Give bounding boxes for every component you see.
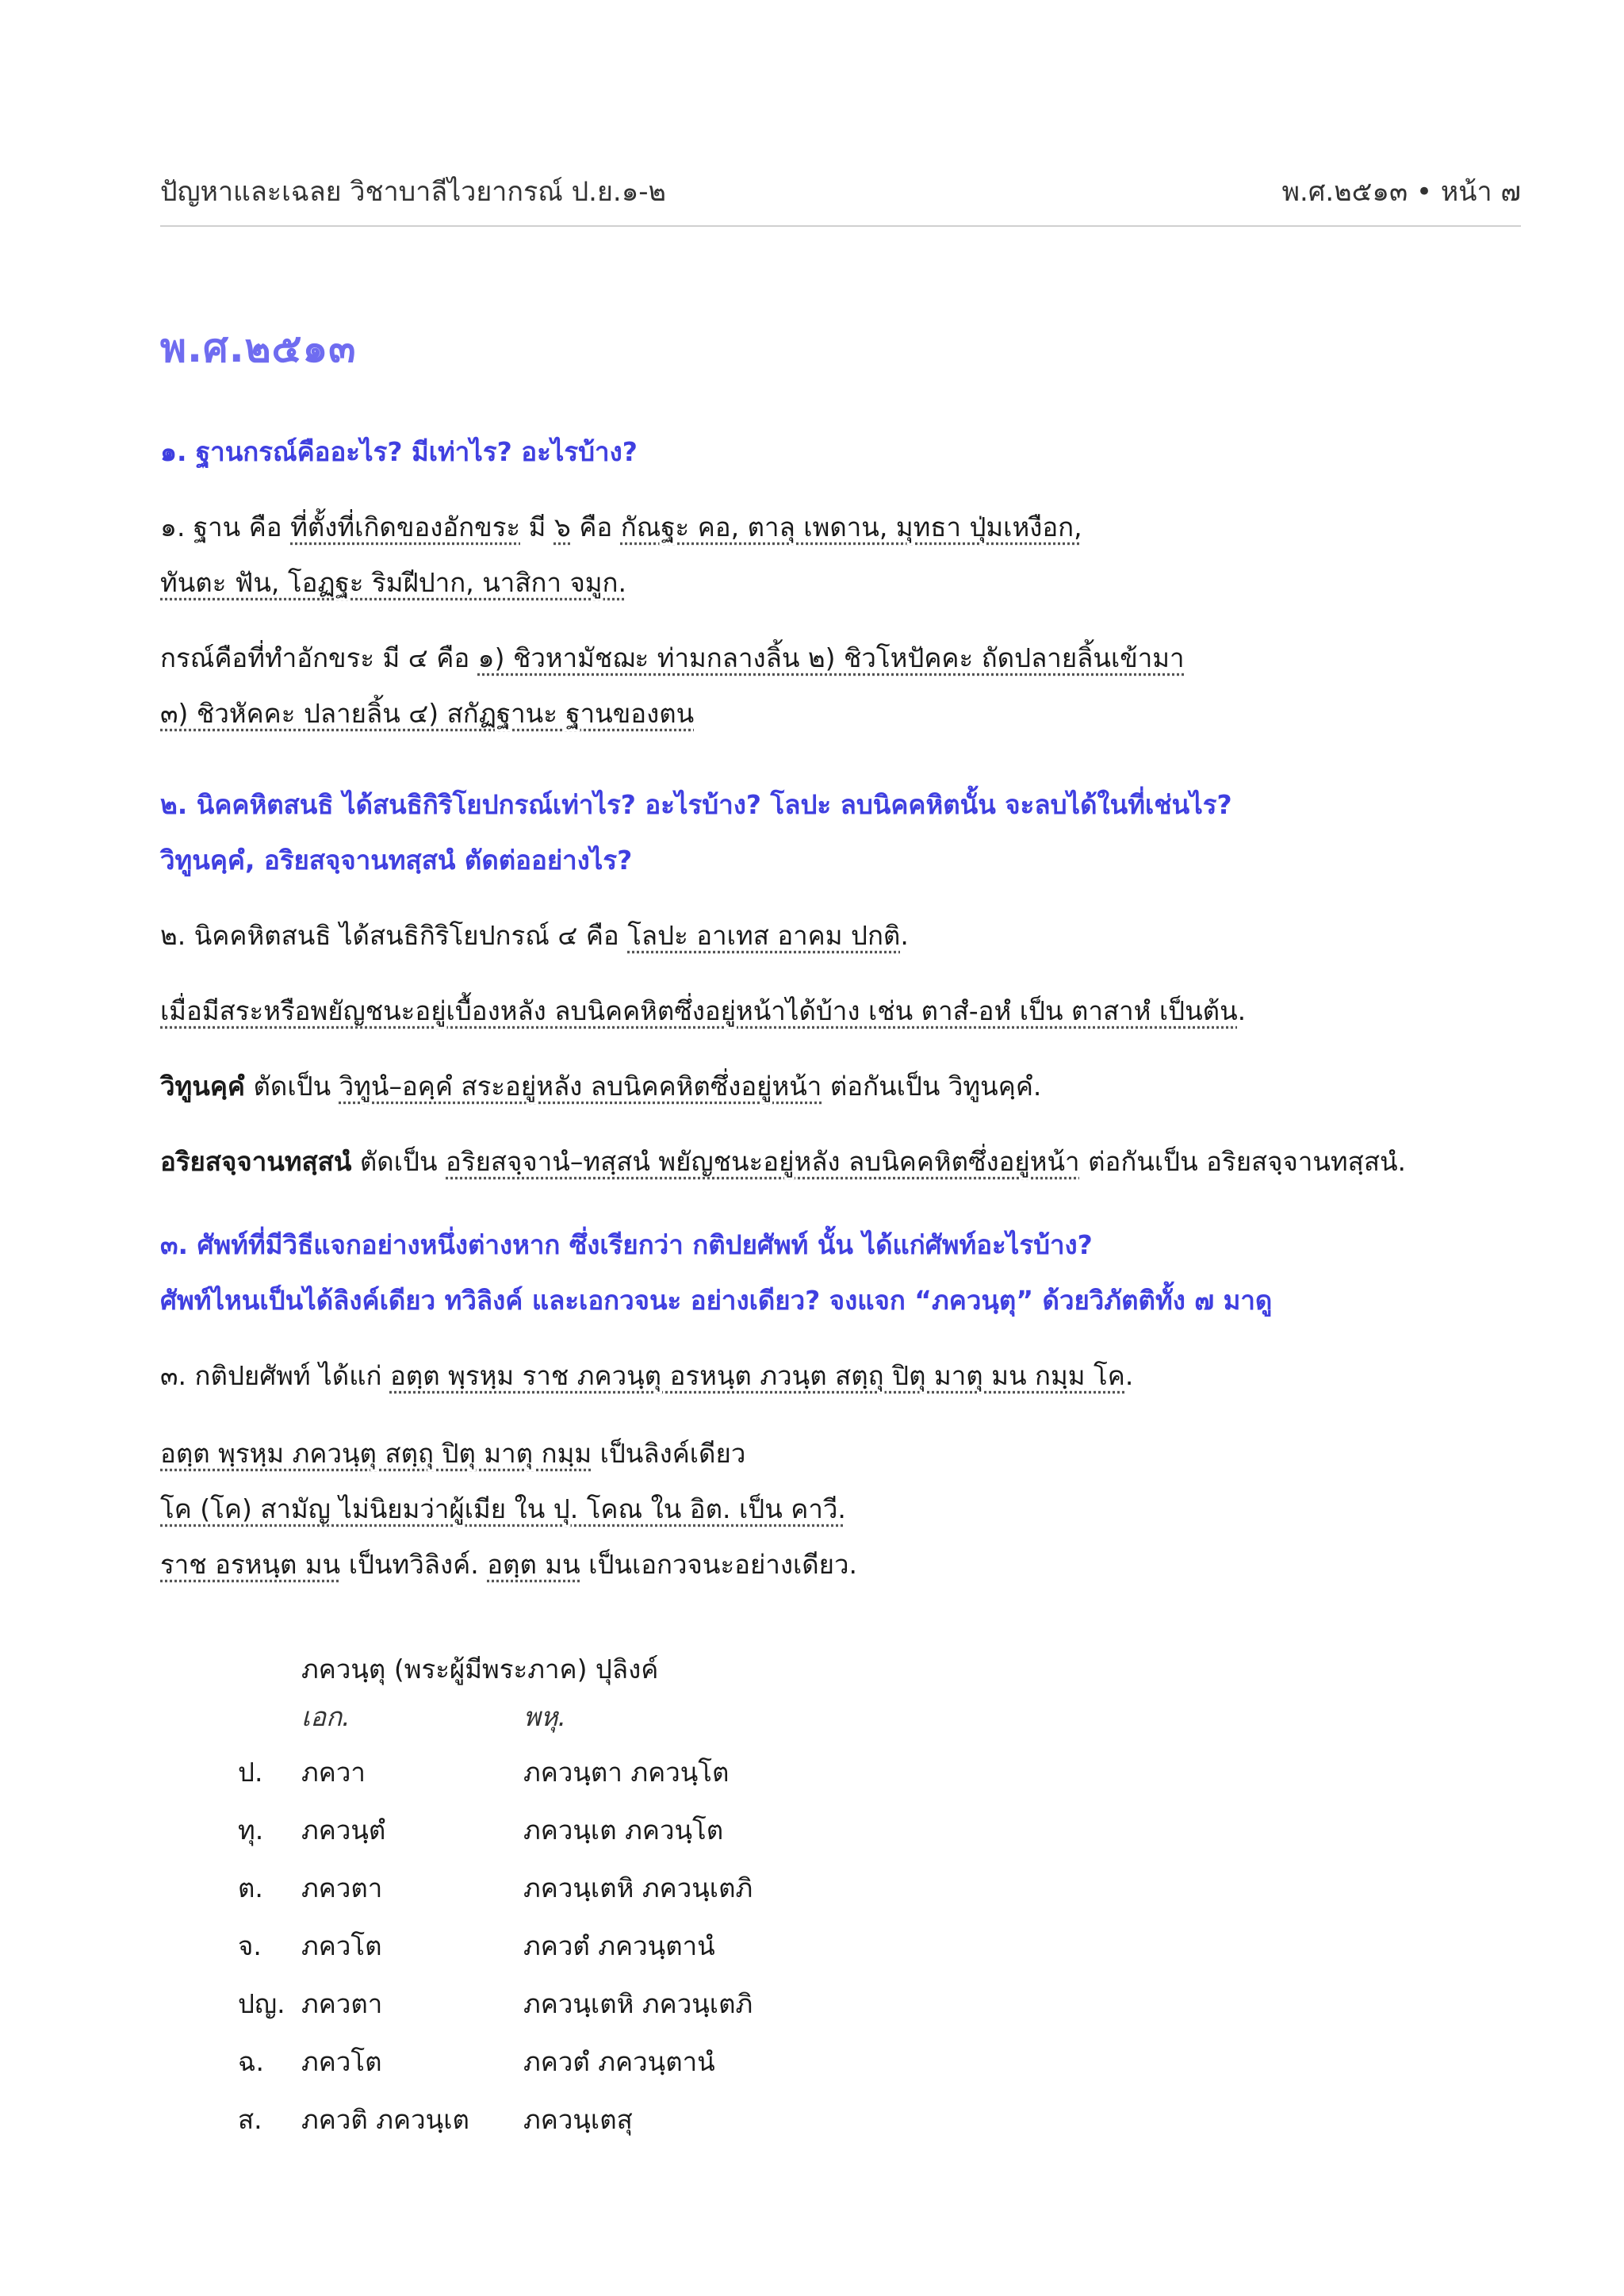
- answer-1-line-4: ๓) ชิวหัคคะ ปลายลิ้น ๔) สกัฏฐานะ ฐานของตน: [160, 698, 695, 729]
- question-2-line-1: ๒. นิคคหิตสนธิ ได้สนธิกิริโยปกรณ์เท่าไร? อะไรบ้าง? โลปะ ลบนิคคหิตนั้น จะลบได้ในที่เช่นไร?: [160, 789, 1232, 820]
- answer-2-line-2: เมื่อมีสระหรือพยัญชนะอยู่เบื้องหลัง ลบนิคคหิตซึ่งอยู่หน้าได้บ้าง เช่น ตาสํ-อหํ เป็น ตาสาหํ เป็นต้น.: [160, 995, 1247, 1026]
- answer-1-line-1: ๑. ฐาน คือ ที่ตั้งที่เกิดของอักขระ มี ๖ คือ กัณฐะ คอ, ตาลุ เพดาน, มุทธา ปุ่มเหงือก,: [160, 512, 1082, 542]
- answer-3-line-3: โค (โค) สามัญ ไม่นิยมว่าผู้เมีย ใน ปุ. โคณ ใน อิต. เป็น คาวี.: [160, 1493, 846, 1524]
- question-3-line-2: ศัพท์ไหนเป็นได้ลิงค์เดียว ทวิลิงค์ และเอกวจนะ อย่างเดียว? จงแจก “ภควนฺตุ” ด้วยวิภัตติทั้ง ๗ มาดู: [160, 1285, 1273, 1316]
- answer-3-line-1: ๓. กติปยศัพท์ ได้แก่ อตฺต พฺรหฺม ราช ภควนฺตุ อรหนฺต ภวนฺต สตฺถุ ปิตุ มาตุ มน กมฺม โค.: [160, 1360, 1134, 1391]
- document-page: ปัญหาและเฉลย วิชาบาลีไวยากรณ์ ป.ย.๑-๒ พ.ศ.๒๕๑๓ • หน้า ๗ พ.ศ.๒๕๑๓ ๑. ฐานกรณ์คืออะไร? มีเท่าไร? อะไรบ้าง? ๑. ฐาน คือ ที่ตั้งที่เกิดของอักขระ มี ๖ คือ กัณฐะ คอ, ตาลุ เพดาน, มุทธา ปุ่มเหงือก, ทันตะ ฟัน, โอฏฐะ ริมฝีปาก, นาสิกา จมูก. กรณ์คือที่ทำอักขระ มี ๔ คือ ๑) ชิวหามัชฌะ ท่ามกลางลิ้น ๒) ชิวโหปัคคะ ถัดปลายลิ้นเข้ามา ๓) ชิวหัคคะ ปลายลิ้น ๔) สกัฏฐานะ ฐานของตน ๒. นิคคหิตสนธิ ได้สนธิกิริโยปกรณ์เท่าไร? อะไรบ้าง? โลปะ ลบนิคคหิตนั้น จะลบได้ในที่เช่นไร? วิทูนคฺคํ, อริยสจฺจานทสฺสนํ ตัดต่ออย่างไร? ๒. นิคคหิตสนธิ ได้สนธิกิริโยปกรณ์ ๔ คือ โลปะ อาเทส อาคม ปกติ. เมื่อมีสระหรือพยัญชนะอยู่เบื้องหลัง ลบนิคคหิตซึ่งอยู่หน้าได้บ้าง เช่น ตาสํ-อหํ เป็น ตาสาหํ เป็นต้น. วิทูนคฺคํ ตัดเป็น วิทูนํ–อคฺคํ สระอยู่หลัง ลบนิคคหิตซึ่งอยู่หน้า ต่อกันเป็น วิทูนคฺคํ. อริยสจฺจานทสฺสนํ ตัดเป็น อริยสจฺจานํ–ทสฺสนํ พยัญชนะอยู่หลัง ลบนิคคหิตซึ่งอยู่หน้า ต่อกันเป็น อริยสจฺจานทสฺสนํ. ๓. ศัพท์ที่มีวิธีแจกอย่างหนึ่งต่างหาก ซึ่งเรียกว่า กติปยศัพท์ นั้น ได้แก่ศัพท์อะไรบ้าง? ศัพท์ไหนเป็นได้ลิงค์เดียว ทวิลิงค์ และเอกวจนะ อย่างเดียว? จงแจก “ภควนฺตุ” ด้วยวิภัตติทั้ง ๗ มาดู ๓. กติปยศัพท์ ได้แก่ อตฺต พฺรหฺม ราช ภควนฺตุ อรหนฺต ภวนฺต สตฺถุ ปิตุ มาตุ มน กมฺม โค. อตฺต พฺรหฺม ภควนฺตุ สตฺถุ ปิตุ มาตุ กมฺม เป็นลิงค์เดียว โค (โค) สามัญ ไม่นิยมว่าผู้เมีย ใน ปุ. โคณ ใน อิต. เป็น คาวี. ราช อรหนฺต มน เป็นทวิลิงค์. อตฺต มน เป็นเอกวจนะอย่างเดียว. ภควนฺตุ (พระผู้มีพระภาค) ปุลิงค์ เอก. พหุ. ป. ภควา ภควนฺตา ภควนฺโต ทุ. ภควนฺตํ ภควนฺเต ภควนฺโต ต. ภควตา ภควนฺเตหิ ภควนฺเตภิ จ. ภควโต ภควตํ ภควนฺตานํ ปญ. ภควตา ภควนฺเตหิ ภควนฺเตภิ ฉ. ภควโต ภควตํ ภควนฺตานํ ส. ภควติ ภควนฺเต ภควนฺเตสุ: [0, 0, 1624, 2296]
- declension-title: ภควนฺตุ (พระผู้มีพระภาค) ปุลิงค์: [301, 1654, 659, 1685]
- answer-2-line-4: อริยสจฺจานทสฺสนํ ตัดเป็น อริยสจฺจานํ–ทสฺสนํ พยัญชนะอยู่หลัง ลบนิคคหิตซึ่งอยู่หน้า ต่อกันเป็น อริยสจฺจานทสฺสนํ.: [160, 1146, 1407, 1177]
- question-2-line-2: วิทูนคฺคํ, อริยสจฺจานทสฺสนํ ตัดต่ออย่างไร?: [160, 845, 633, 876]
- answer-1-line-3: กรณ์คือที่ทำอักขระ มี ๔ คือ ๑) ชิวหามัชฌะ ท่ามกลางลิ้น ๒) ชิวโหปัคคะ ถัดปลายลิ้นเข้ามา: [160, 642, 1185, 673]
- answer-3-line-4: ราช อรหนฺต มน เป็นทวิลิงค์. อตฺต มน เป็นเอกวจนะอย่างเดียว.: [160, 1549, 858, 1580]
- running-header-page: พ.ศ.๒๕๑๓ • หน้า ๗: [1281, 176, 1521, 208]
- year-heading: พ.ศ.๒๕๑๓: [160, 325, 357, 371]
- running-header-title: ปัญหาและเฉลย วิชาบาลีไวยากรณ์ ป.ย.๑-๒: [160, 176, 666, 208]
- answer-1-line-2: ทันตะ ฟัน, โอฏฐะ ริมฝีปาก, นาสิกา จมูก.: [160, 567, 627, 598]
- column-singular: เอก.: [301, 1701, 350, 1732]
- column-plural: พหุ.: [523, 1701, 566, 1732]
- answer-2-line-1: ๒. นิคคหิตสนธิ ได้สนธิกิริโยปกรณ์ ๔ คือ โลปะ อาเทส อาคม ปกติ.: [160, 920, 909, 951]
- question-3-line-1: ๓. ศัพท์ที่มีวิธีแจกอย่างหนึ่งต่างหาก ซึ่งเรียกว่า กติปยศัพท์ นั้น ได้แก่ศัพท์อะไรบ้าง?: [160, 1229, 1093, 1260]
- header-divider: [160, 225, 1521, 227]
- answer-3-line-2: อตฺต พฺรหฺม ภควนฺตุ สตฺถุ ปิตุ มาตุ กมฺม เป็นลิงค์เดียว: [160, 1438, 746, 1469]
- question-1: ๑. ฐานกรณ์คืออะไร? มีเท่าไร? อะไรบ้าง?: [160, 436, 638, 467]
- answer-2-line-3: วิทูนคฺคํ ตัดเป็น วิทูนํ–อคฺคํ สระอยู่หลัง ลบนิคคหิตซึ่งอยู่หน้า ต่อกันเป็น วิทูนคฺคํ.: [160, 1071, 1042, 1102]
